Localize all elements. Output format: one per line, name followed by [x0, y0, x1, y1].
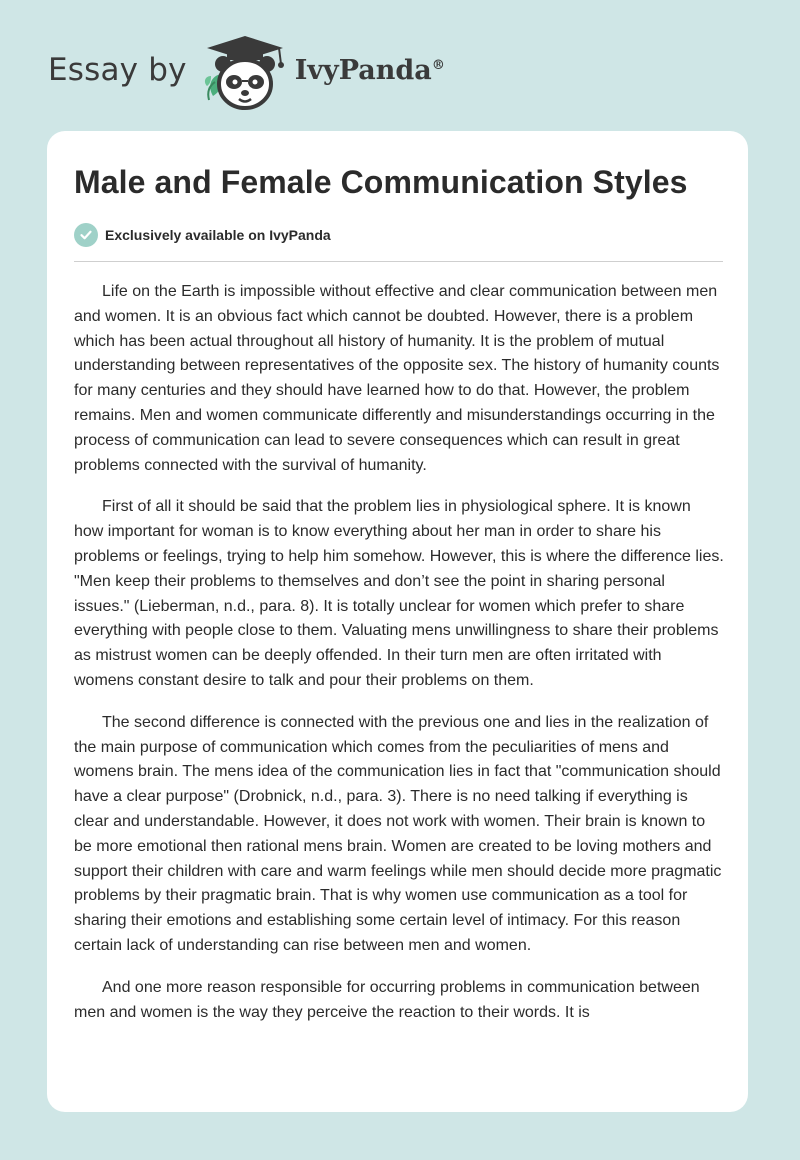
brand-prefix: Essay by: [48, 52, 187, 88]
exclusive-badge-label: Exclusively available on IvyPanda: [105, 227, 331, 243]
exclusive-badge: [74, 223, 331, 247]
brand-name: [295, 55, 445, 86]
essay-body: [74, 280, 724, 1042]
paragraph: The second difference is connected with the previous one and lies in the realization of the main purpose of communication which comes from the peculiarities of mens and womens brain. The mens idea of the communication lies in fact that "communication should have a clear purpose" (Drobnick, n.d., para. 3). There is no need talking if everything is clear and understandable. However, it does not work with women. Their brain is known to be more emotional then rational mens brain. Women are created to be loving mothers and support their children with care and warm feelings while men should decide more pragmatic problems by their pragmatic brain. That is why women use communication as a tool for sharing their emotions and establishing some certain level of intimacy. For this reason certain lack of understanding can rise between men and women.: [74, 713, 722, 954]
page-title: Male and Female Communication Styles: [74, 164, 688, 200]
panda-graduate-logo-icon: [199, 34, 291, 114]
paragraph: And one more reason responsible for occurring problems in communication between men and women is the way they perceive the reaction to their words. It is: [74, 978, 700, 1021]
paragraph: First of all it should be said that the problem lies in physiological sphere. It is known how important for woman is to know everything about her man in order to share his problems or feelings, trying to help him somehow. However, this is where the difference lies. "Men keep their problems to themselves and don’t see the point in sharing personal issues." (Lieberman, n.d., para. 8). It is totally unclear for women which prefer to share everything with people close to them. Valuating mens unwillingness to share their problems as mistrust women can be deeply offended. In their turn men are often irritated with womens constant desire to talk and pour their problems on them.: [74, 498, 724, 689]
brand-name-text: IvyPanda: [294, 54, 432, 86]
paragraph: Life on the Earth is impossible without effective and clear communication between men and women. It is an obvious fact which cannot be doubted. However, there is a problem which has been actual throughout all history of humanity. It is the problem of mutual understanding between representatives of the opposite sex. The history of humanity counts for many centuries and they should have learned how to do that. However, the problem remains. Men and women communicate differently and misunderstandings occurring in the process of communication can lead to severe consequences which can result in great problems connected with the survival of humanity.: [74, 283, 720, 474]
divider: [74, 261, 723, 262]
site-logo[interactable]: [48, 34, 445, 114]
registered-mark: ®: [431, 57, 445, 73]
check-circle-icon: [74, 223, 98, 247]
essay-card: [47, 131, 748, 1112]
